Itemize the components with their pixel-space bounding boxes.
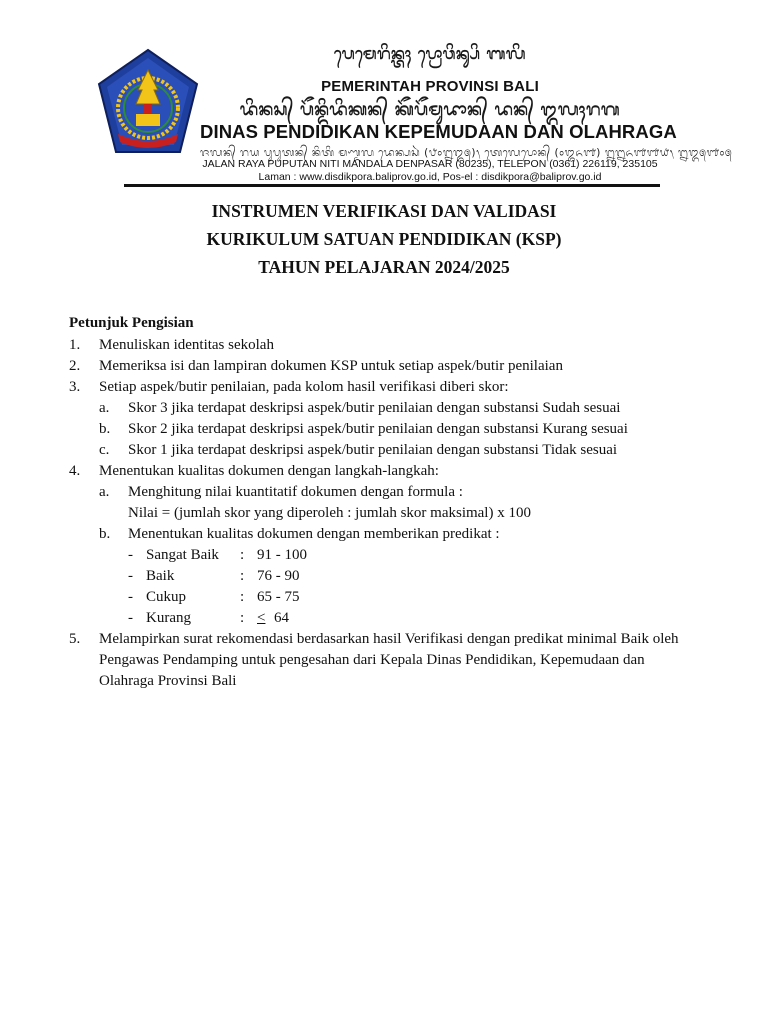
letterhead-script-line-3: ᬚᬮᬦ᭄ ᬭᬬ ᬧᬸᬧᬸᬢᬦ᭄ ᬦᬶᬢᬶ ᬫᬡ᭄ᬤᬮ ᬤᬾᬦ᭄ᬧᬲᬃ (᭘᭐᭒᭓᭕)᭞ ᬢᬾᬮᬾᬧᭀᬦ᭄ (᭐᭓᭖᭑) ᭒᭒᭖᭑᭑᭙᭞ ᭒᭓᭕᭑᭐᭕ <box>200 147 733 159</box>
emblem-temple-base <box>136 114 160 126</box>
list-item: Setiap aspek/butir penilaian, pada kolom hasil verifikasi diberi skor: <box>99 379 509 395</box>
item-number: 3. <box>69 379 81 395</box>
sub-item-letter: b. <box>99 421 111 437</box>
government-name: PEMERINTAH PROVINSI BALI <box>321 78 539 95</box>
emblem-temple-door <box>144 104 152 114</box>
predicate-colon: : <box>240 610 245 626</box>
sub-item: Skor 1 jika terdapat deskripsi aspek/butir penilaian dengan substansi Tidak sesuai <box>128 442 618 458</box>
score-formula: Nilai = (jumlah skor yang diperoleh : jumlah skor maksimal) x 100 <box>128 505 531 521</box>
letterhead-script-line-1: ᬧᬾᬫᬾᬭᬶᬦ᭄ᬢᬄ ᬧ᭄ᬭᭀᬯᬶᬦ᭄ᬲᬶ ᬩᬮᬶ <box>334 44 526 63</box>
sub-item: Skor 2 jika terdapat deskripsi aspek/butir penilaian dengan substansi Kurang sesuai <box>128 421 628 437</box>
predicate-dash: - <box>128 589 133 605</box>
sub-item-letter: a. <box>99 400 110 416</box>
predicate-dash: - <box>128 568 133 584</box>
letterhead-website-email: Laman : www.disdikpora.baliprov.go.id, Pos-el : disdikpora@baliprov.go.id <box>258 171 602 183</box>
document-title-line-2: KURIKULUM SATUAN PENDIDIKAN (KSP) <box>206 229 562 249</box>
predicate-colon: : <box>240 547 245 563</box>
letterhead-address: JALAN RAYA PUPUTAN NITI MANDALA DENPASAR (80235), TELEPON (0361) 226119, 235105 <box>202 158 658 170</box>
predicate-name: Kurang <box>146 610 191 626</box>
item-number: 5. <box>69 631 81 647</box>
sub-item: Menghitung nilai kuantitatif dokumen dengan formula : <box>128 484 463 500</box>
list-item: Memeriksa isi dan lampiran dokumen KSP untuk setiap aspek/butir penilaian <box>99 358 563 374</box>
predicate-range: 64 <box>274 610 289 626</box>
list-item: Menentukan kualitas dokumen dengan langkah-langkah: <box>99 463 439 479</box>
list-item-line: Olahraga Provinsi Bali <box>99 673 237 689</box>
list-item-line: Pengawas Pendamping untuk pengesahan dari Kepala Dinas Pendidikan, Kepemudaan dan <box>99 652 645 668</box>
predicate-name: Cukup <box>146 589 187 605</box>
list-item-line: Melampirkan surat rekomendasi berdasarkan hasil Verifikasi dengan predikat minimal Baik oleh <box>99 631 679 647</box>
bali-province-emblem <box>96 48 200 156</box>
predicate-range: 91 - 100 <box>257 547 307 563</box>
predicate-colon: : <box>240 568 245 584</box>
predicate-colon: : <box>240 589 245 605</box>
item-number: 1. <box>69 337 81 353</box>
sub-item: Menentukan kualitas dokumen dengan memberikan predikat : <box>128 526 500 542</box>
predicate-name: Sangat Baik <box>146 547 219 563</box>
letterhead-divider <box>124 184 660 187</box>
predicate-range: 65 - 75 <box>257 589 300 605</box>
letterhead-script-line-2: ᬤᬶᬦᬲ᭄ ᬧᭂᬦ᭄ᬤᬶᬤᬶᬓᬦ᭄ ᬓᭂᬧᭂᬫᬸᬤᬵᬦ᭄ ᬤᬦ᭄ ᬑᬮᬄᬭᬕ <box>239 100 621 120</box>
less-or-equal-sign: < <box>257 610 266 626</box>
predicate-dash: - <box>128 547 133 563</box>
sub-item-letter: b. <box>99 526 111 542</box>
item-number: 4. <box>69 463 81 479</box>
department-name: DINAS PENDIDIKAN KEPEMUDAAN DAN OLAHRAGA <box>200 121 677 142</box>
list-item: Menuliskan identitas sekolah <box>99 337 274 353</box>
item-number: 2. <box>69 358 81 374</box>
sub-item-letter: a. <box>99 484 110 500</box>
document-title-line-3: TAHUN PELAJARAN 2024/2025 <box>258 257 510 277</box>
document-title-line-1: INSTRUMEN VERIFIKASI DAN VALIDASI <box>211 201 557 221</box>
instructions-heading: Petunjuk Pengisian <box>69 315 194 331</box>
sub-item-letter: c. <box>99 442 110 458</box>
predicate-dash: - <box>128 610 133 626</box>
predicate-range: 76 - 90 <box>257 568 300 584</box>
sub-item: Skor 3 jika terdapat deskripsi aspek/butir penilaian dengan substansi Sudah sesuai <box>128 400 621 416</box>
predicate-name: Baik <box>146 568 175 584</box>
